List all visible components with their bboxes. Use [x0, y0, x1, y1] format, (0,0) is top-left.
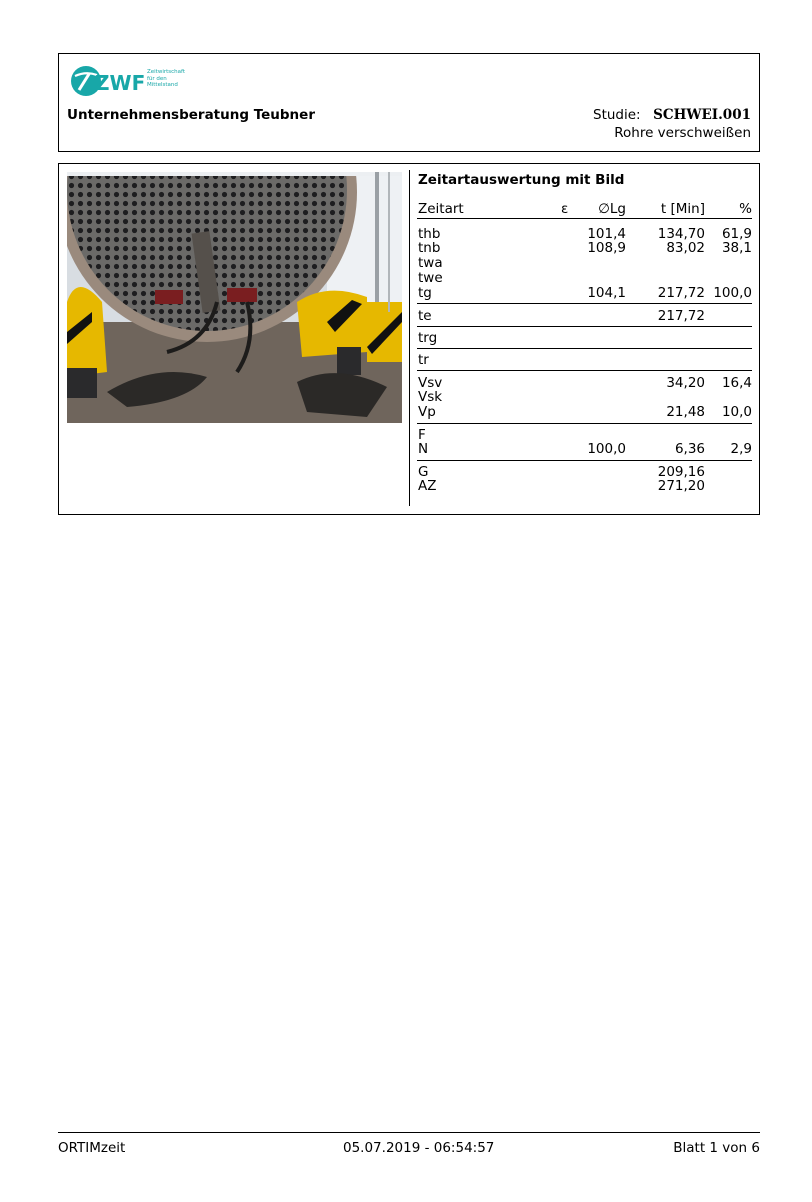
row-percent: 61,9	[721, 226, 752, 242]
row-label: tg	[418, 285, 432, 301]
row-label: AZ	[418, 478, 437, 494]
row-time: 134,70	[657, 226, 705, 242]
company-name: Unternehmensberatung Teubner	[67, 107, 315, 123]
table-title: Zeitartauswertung mit Bild	[418, 172, 625, 188]
footer-datetime: 05.07.2019 - 06:54:57	[343, 1140, 495, 1156]
row-label: te	[418, 308, 432, 324]
col-header-time: t [Min]	[660, 201, 705, 217]
report-header	[58, 53, 760, 152]
section-rule	[417, 370, 752, 371]
row-time: 217,72	[657, 308, 705, 324]
section-rule	[417, 460, 752, 461]
row-time: 217,72	[657, 285, 705, 301]
row-label: Vsk	[418, 389, 443, 405]
footer-app-name: ORTIMzeit	[58, 1140, 126, 1156]
row-label: tnb	[418, 240, 441, 256]
section-rule	[417, 348, 752, 349]
row-percent: 10,0	[721, 404, 752, 420]
row-label: trg	[418, 330, 438, 346]
row-label: Vp	[418, 404, 436, 420]
logo-tagline: Zeitwirtschaft für den Mittelstand	[147, 69, 186, 88]
row-label: tr	[418, 352, 429, 368]
report-content	[58, 163, 760, 515]
row-label: F	[418, 427, 426, 443]
row-label: twe	[418, 270, 443, 286]
row-label: G	[418, 464, 429, 480]
row-time: 271,20	[657, 478, 705, 494]
welding-photo	[67, 172, 402, 423]
row-label: N	[418, 441, 429, 457]
row-time: 83,02	[666, 240, 705, 256]
row-label: twa	[418, 255, 443, 271]
row-percent: 100,0	[713, 285, 752, 301]
row-time: 209,16	[657, 464, 705, 480]
row-percent: 16,4	[721, 375, 752, 391]
footer-rule	[58, 1132, 760, 1133]
row-avg-lg: 104,1	[587, 285, 626, 301]
col-header-percent: %	[739, 201, 752, 217]
col-header-avg-lg: ∅Lg	[598, 201, 626, 217]
row-label: thb	[418, 226, 441, 242]
section-rule	[417, 303, 752, 304]
row-percent: 38,1	[721, 240, 752, 256]
zwfm-logo	[69, 63, 199, 99]
row-time: 21,48	[666, 404, 705, 420]
col-header-zeitart: Zeitart	[418, 201, 464, 217]
study-description: Rohre verschweißen	[614, 125, 751, 141]
row-avg-lg: 101,4	[587, 226, 626, 242]
study-label: Studie:	[593, 107, 641, 123]
column-divider	[409, 170, 410, 506]
row-time: 6,36	[674, 441, 705, 457]
row-label: Vsv	[418, 375, 443, 391]
logo-text: ZWF	[95, 71, 146, 95]
row-percent: 2,9	[730, 441, 752, 457]
col-header-epsilon: ε	[561, 201, 569, 217]
row-avg-lg: 100,0	[587, 441, 626, 457]
row-avg-lg: 108,9	[587, 240, 626, 256]
header-rule	[417, 218, 752, 219]
section-rule	[417, 326, 752, 327]
row-time: 34,20	[666, 375, 705, 391]
study-id: SCHWEI.001	[653, 107, 751, 123]
footer-page-number: Blatt 1 von 6	[673, 1140, 760, 1156]
section-rule	[417, 423, 752, 424]
